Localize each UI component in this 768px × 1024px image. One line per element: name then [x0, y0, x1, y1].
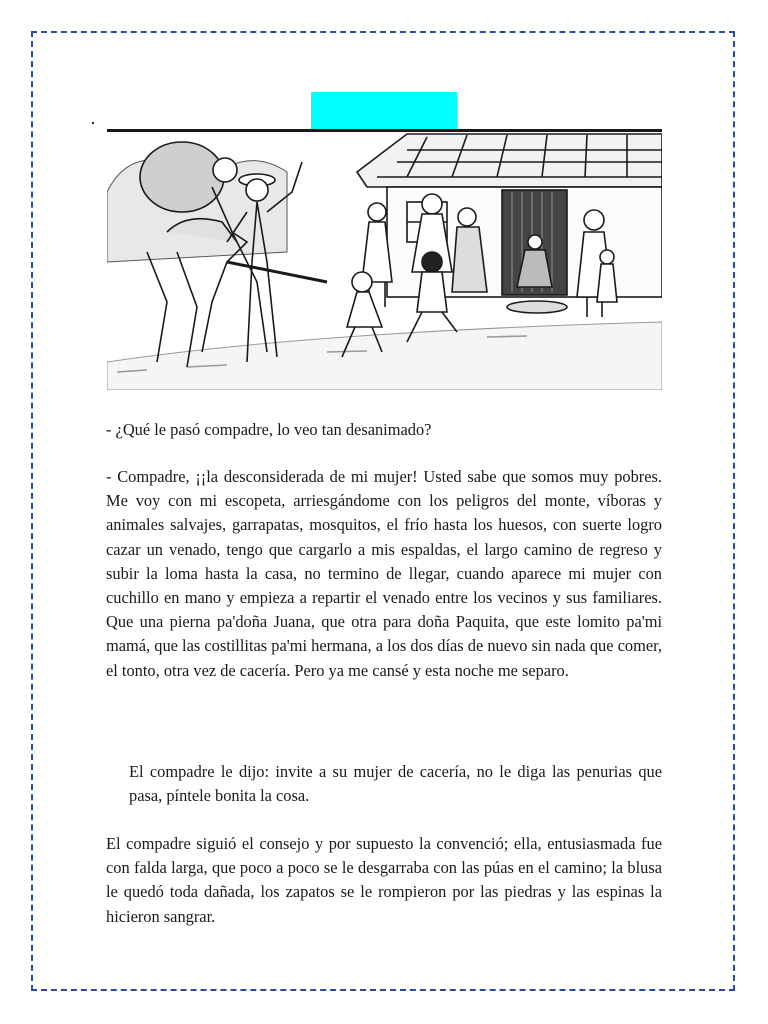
- paragraph-2: El compadre le dijo: invite a su mujer de cacería, no le diga las penurias que pasa, píntele bonita la cosa.: [129, 762, 662, 806]
- header-color-block: [311, 92, 457, 130]
- dialog-line-1: - ¿Qué le pasó compadre, lo veo tan desanimado?: [106, 420, 432, 439]
- stray-dot: [92, 122, 94, 124]
- paragraph-1: - Compadre, ¡¡la desconsiderada de mi mujer! Usted sabe que somos muy pobres. Me voy con mi escopeta, arriesgándome con los peligros del monte, víboras y animales salvajes, garrapatas, mosquitos, el frío hasta los huesos, con suerte logro cazar un venado, tengo que cargarlo a mis espaldas, el largo camino de regreso y subir la loma hasta la casa, no termino de llegar, cuando aparece mi mujer con cuchillo en mano y empieza a repartir el venado entre los vecinos y sus familiares. Que una pierna pa'doña Juana, que otra para doña Paquita, que este lomito pa'mi mamá, que las costillitas pa'mi hermana, a los dos días de nuevo sin nada que comer, el tonto, otra vez de cacería. Pero ya me cansé y esta noche me separo.: [106, 467, 662, 680]
- paragraph-3: El compadre siguió el consejo y por supuesto la convenció; ella, entusiasmada fue con falda larga, que poco a poco se le desgarraba con las púas en el camino; la blusa le quedó toda dañada, los zapatos se le rompieron por las piedras y las espinas la hicieron sangrar.: [106, 834, 662, 926]
- story-illustration: [107, 132, 662, 390]
